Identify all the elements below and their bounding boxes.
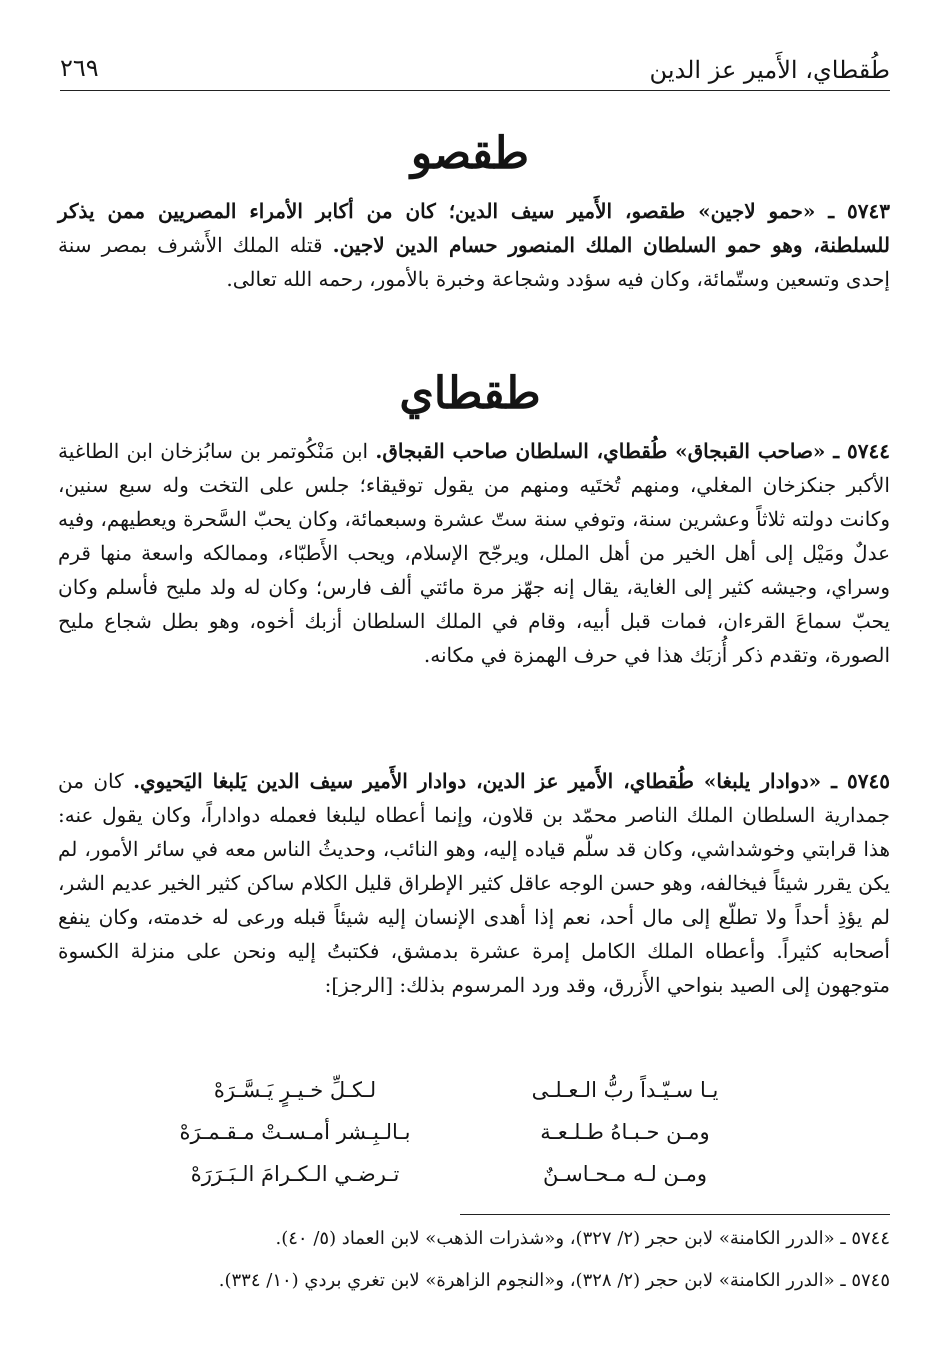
poem-verse-2 [150,1120,770,1160]
section-heading-tuqsu: طقصو [410,128,530,179]
entry-5743-lead: ٥٧٤٣ ـ «حمو لاجين» طقصو، الأَمير سيف الدين؛ كان من أكابر الأمراء المصريين ممن يذكر للسلطنة، وهو حمو السلطان الملك المنصور حسام الدين لاجين. [58,199,890,257]
verse-3-first-hemistich: ومـن لـه مـحـاسـنٌ [543,1162,707,1186]
footnote-divider [460,1214,890,1215]
running-title: طُقطاي، الأَمير عز الدين [649,56,890,84]
verse-1-second-hemistich: لـكـلِّ خـيـرٍ يَـسَّـرَهْ [213,1078,377,1102]
entry-5745-lead: ٥٧٤٥ ـ «دوادار يلبغا» طُقطاي، الأَمير عز الدين، دوادار الأَمير سيف الدين يَلبغا اليَحيوي. [133,769,890,793]
entry-5745 [58,764,890,1002]
entry-5744-body: ابن مَنْكُوتمر بن سابُزخان ابن الطاغية الأكبر جنكزخان المغلي، ومنهم تُختَيه ومنهم من يقول توقيقاء؛ جلس على التخت وله سبع سنين، وكانت دولته ثلاثاً وعشرين سنة، وتوفي سنة ستّ عشرة وسبعمائة، وكان يحبّ السَّحرة ويعطيهم، وفيه عدلٌ ومَيْل إلى أهل الخير من أهل الملل، ويرجّح الإسلام، ويحب الأَطبّاء، وممالكه واسعة منها قرم وسراي، وجيشه كثير إلى الغاية، يقال إنه جهّز مرة مائتي ألف فارس؛ وكان له ولد مليح فأسلم وكان يحبّ سماعَ القرءان، فمات قبل أبيه، وقام في الملك السلطان أزبك أخوه، وهو بطل شجاع مليح الصورة، وتقدم ذكر أُزبَك هذا في حرف الهمزة في مكانه. [58,439,890,667]
poem-verse-3 [150,1162,770,1202]
section-heading-tuqtay: طقطاي [399,368,541,419]
entry-5743-body: قتله الملك الأَشرف بمصر سنة إحدى وتسعين وستّمائة، وكان فيه سؤدد وشجاعة وخبرة بالأمور، رحمه الله تعالى. [58,233,890,291]
poem-verse-1 [150,1078,770,1118]
page-header [60,40,890,91]
footnote-5744: ٥٧٤٤ ـ «الدرر الكامنة» لابن حجر (٢/ ٣٢٧)، و«شذرات الذهب» لابن العماد (٥/ ٤٠). [275,1228,890,1249]
page-number: ٢٦٩ [60,54,99,82]
entry-5744-lead: ٥٧٤٤ ـ «صاحب القبجاق» طُقطاي، السلطان صاحب القبجاق. [375,439,891,463]
verse-2-second-hemistich: بـالـبِـشر أمـسـتْ مـقـمـرَهْ [179,1120,411,1144]
verse-2-first-hemistich: ومـن حـبـاهُ طـلـعـة [540,1120,710,1144]
entry-5745-body: كان من جمدارية السلطان الملك الناصر محمّد بن قلاون، وإنما أعطاه ليلبغا فعمله دواداراً، وكان يقول عنه: هذا قرابتي وخوشداشي، وكان قد سلّم قياده إليه، وهو النائب، وحديثُ الناس معه في سائر الأمور، لم يكن يقرر شيئاً فيخالفه، وهو حسن الوجه عاقل كثير الإطراق قليل الكلام ساكن كثير الخير عديم الشر، لم يؤذِ أحداً ولا تطلّع إلى مال أحد، نعم إذا أهدى الإنسان إليه شيئاً قبله ورعى له خدمته، وكان ينفع أصحابه كثيراً. وأعطاه الملك الكامل إمرة عشرة بدمشق، فكتبتُ إليه ونحن على منزلة الكسوة متوجهون إلى الصيد بنواحي الأَزرق، وقد ورد المرسوم بذلك: [الرجز]: [58,769,890,997]
entry-5743 [58,194,890,296]
footnote-5745: ٥٧٤٥ ـ «الدرر الكامنة» لابن حجر (٢/ ٣٢٨)، و«النجوم الزاهرة» لابن تغري بردي (١٠/ ٣٣٤). [218,1270,890,1291]
verse-3-second-hemistich: تـرضـي الـكـرامَ الـبَـرَرَهْ [190,1162,400,1186]
entry-5744 [58,434,890,672]
verse-1-first-hemistich: يـا سـيّـداً ربُّ الـعـلـى [531,1078,719,1102]
